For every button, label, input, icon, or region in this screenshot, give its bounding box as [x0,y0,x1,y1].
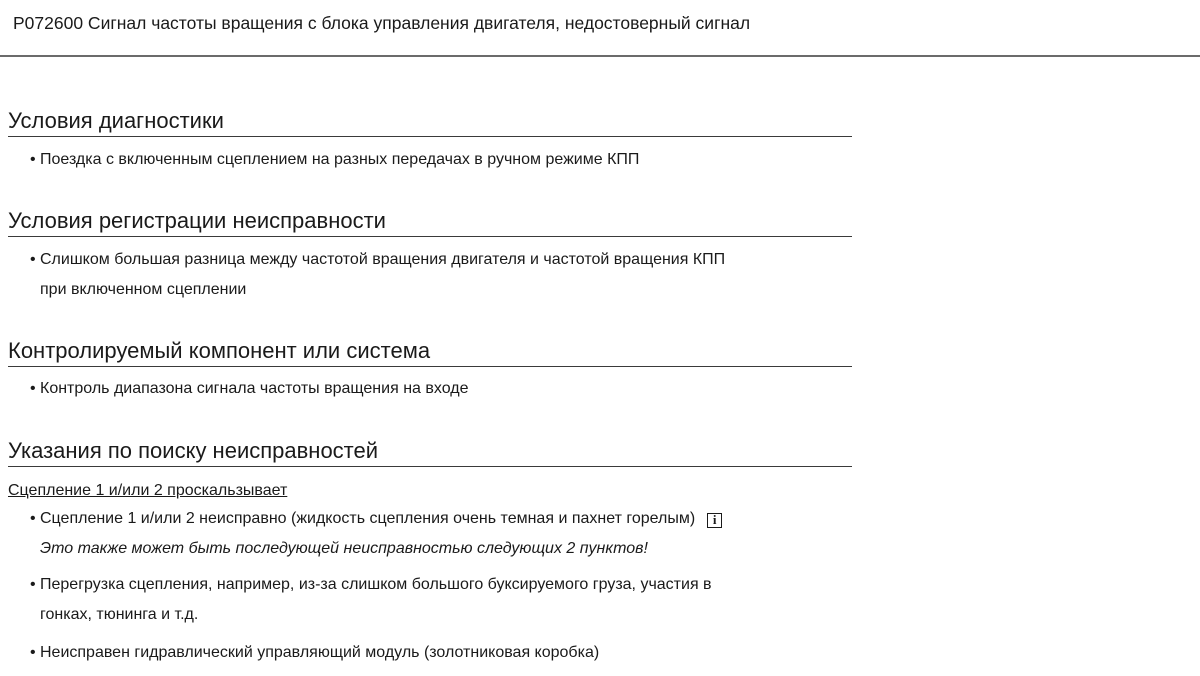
list-item: • Сцепление 1 и/или 2 неисправно (жидкость сцепления очень темная и пахнет горелым) i [30,504,722,534]
info-icon[interactable]: i [707,513,722,528]
list-item: • Перегрузка сцепления, например, из-за слишком большого буксируемого груза, участия в [30,570,712,600]
section-title-fault-registration-conditions: Условия регистрации неисправности [8,208,852,237]
bullet-icon: • [30,251,36,268]
list-item: • Поездка с включенным сцеплением на разных передачах в ручном режиме КПП [30,145,639,175]
troubleshooting-subheading: Сцепление 1 и/или 2 проскальзывает [8,482,288,499]
bullet-icon: • [30,644,36,661]
section-title-monitored-component: Контролируемый компонент или система [8,338,852,367]
list-item-continuation: при включенном сцеплении [40,281,247,298]
bullet-icon: • [30,380,36,397]
bullet-icon: • [30,576,36,593]
list-item: • Слишком большая разница между частотой вращения двигателя и частотой вращения КПП [30,245,725,275]
bullet-icon: • [30,151,36,168]
list-item: • Контроль диапазона сигнала частоты вращения на входе [30,374,468,404]
document-title: P072600 Сигнал частоты вращения с блока управления двигателя, недостоверный сигнал [13,13,751,33]
section-title-troubleshooting: Указания по поиску неисправностей [8,438,852,467]
list-item: • Неисправен гидравлический управляющий модуль (золотниковая коробка) [30,638,599,668]
note-text: Это также может быть последующей неисправностью следующих 2 пунктов! [40,540,648,557]
document-header [0,0,1200,57]
bullet-icon: • [30,510,36,527]
list-item-continuation: гонках, тюнинга и т.д. [40,606,199,623]
section-title-diagnostic-conditions: Условия диагностики [8,108,852,137]
